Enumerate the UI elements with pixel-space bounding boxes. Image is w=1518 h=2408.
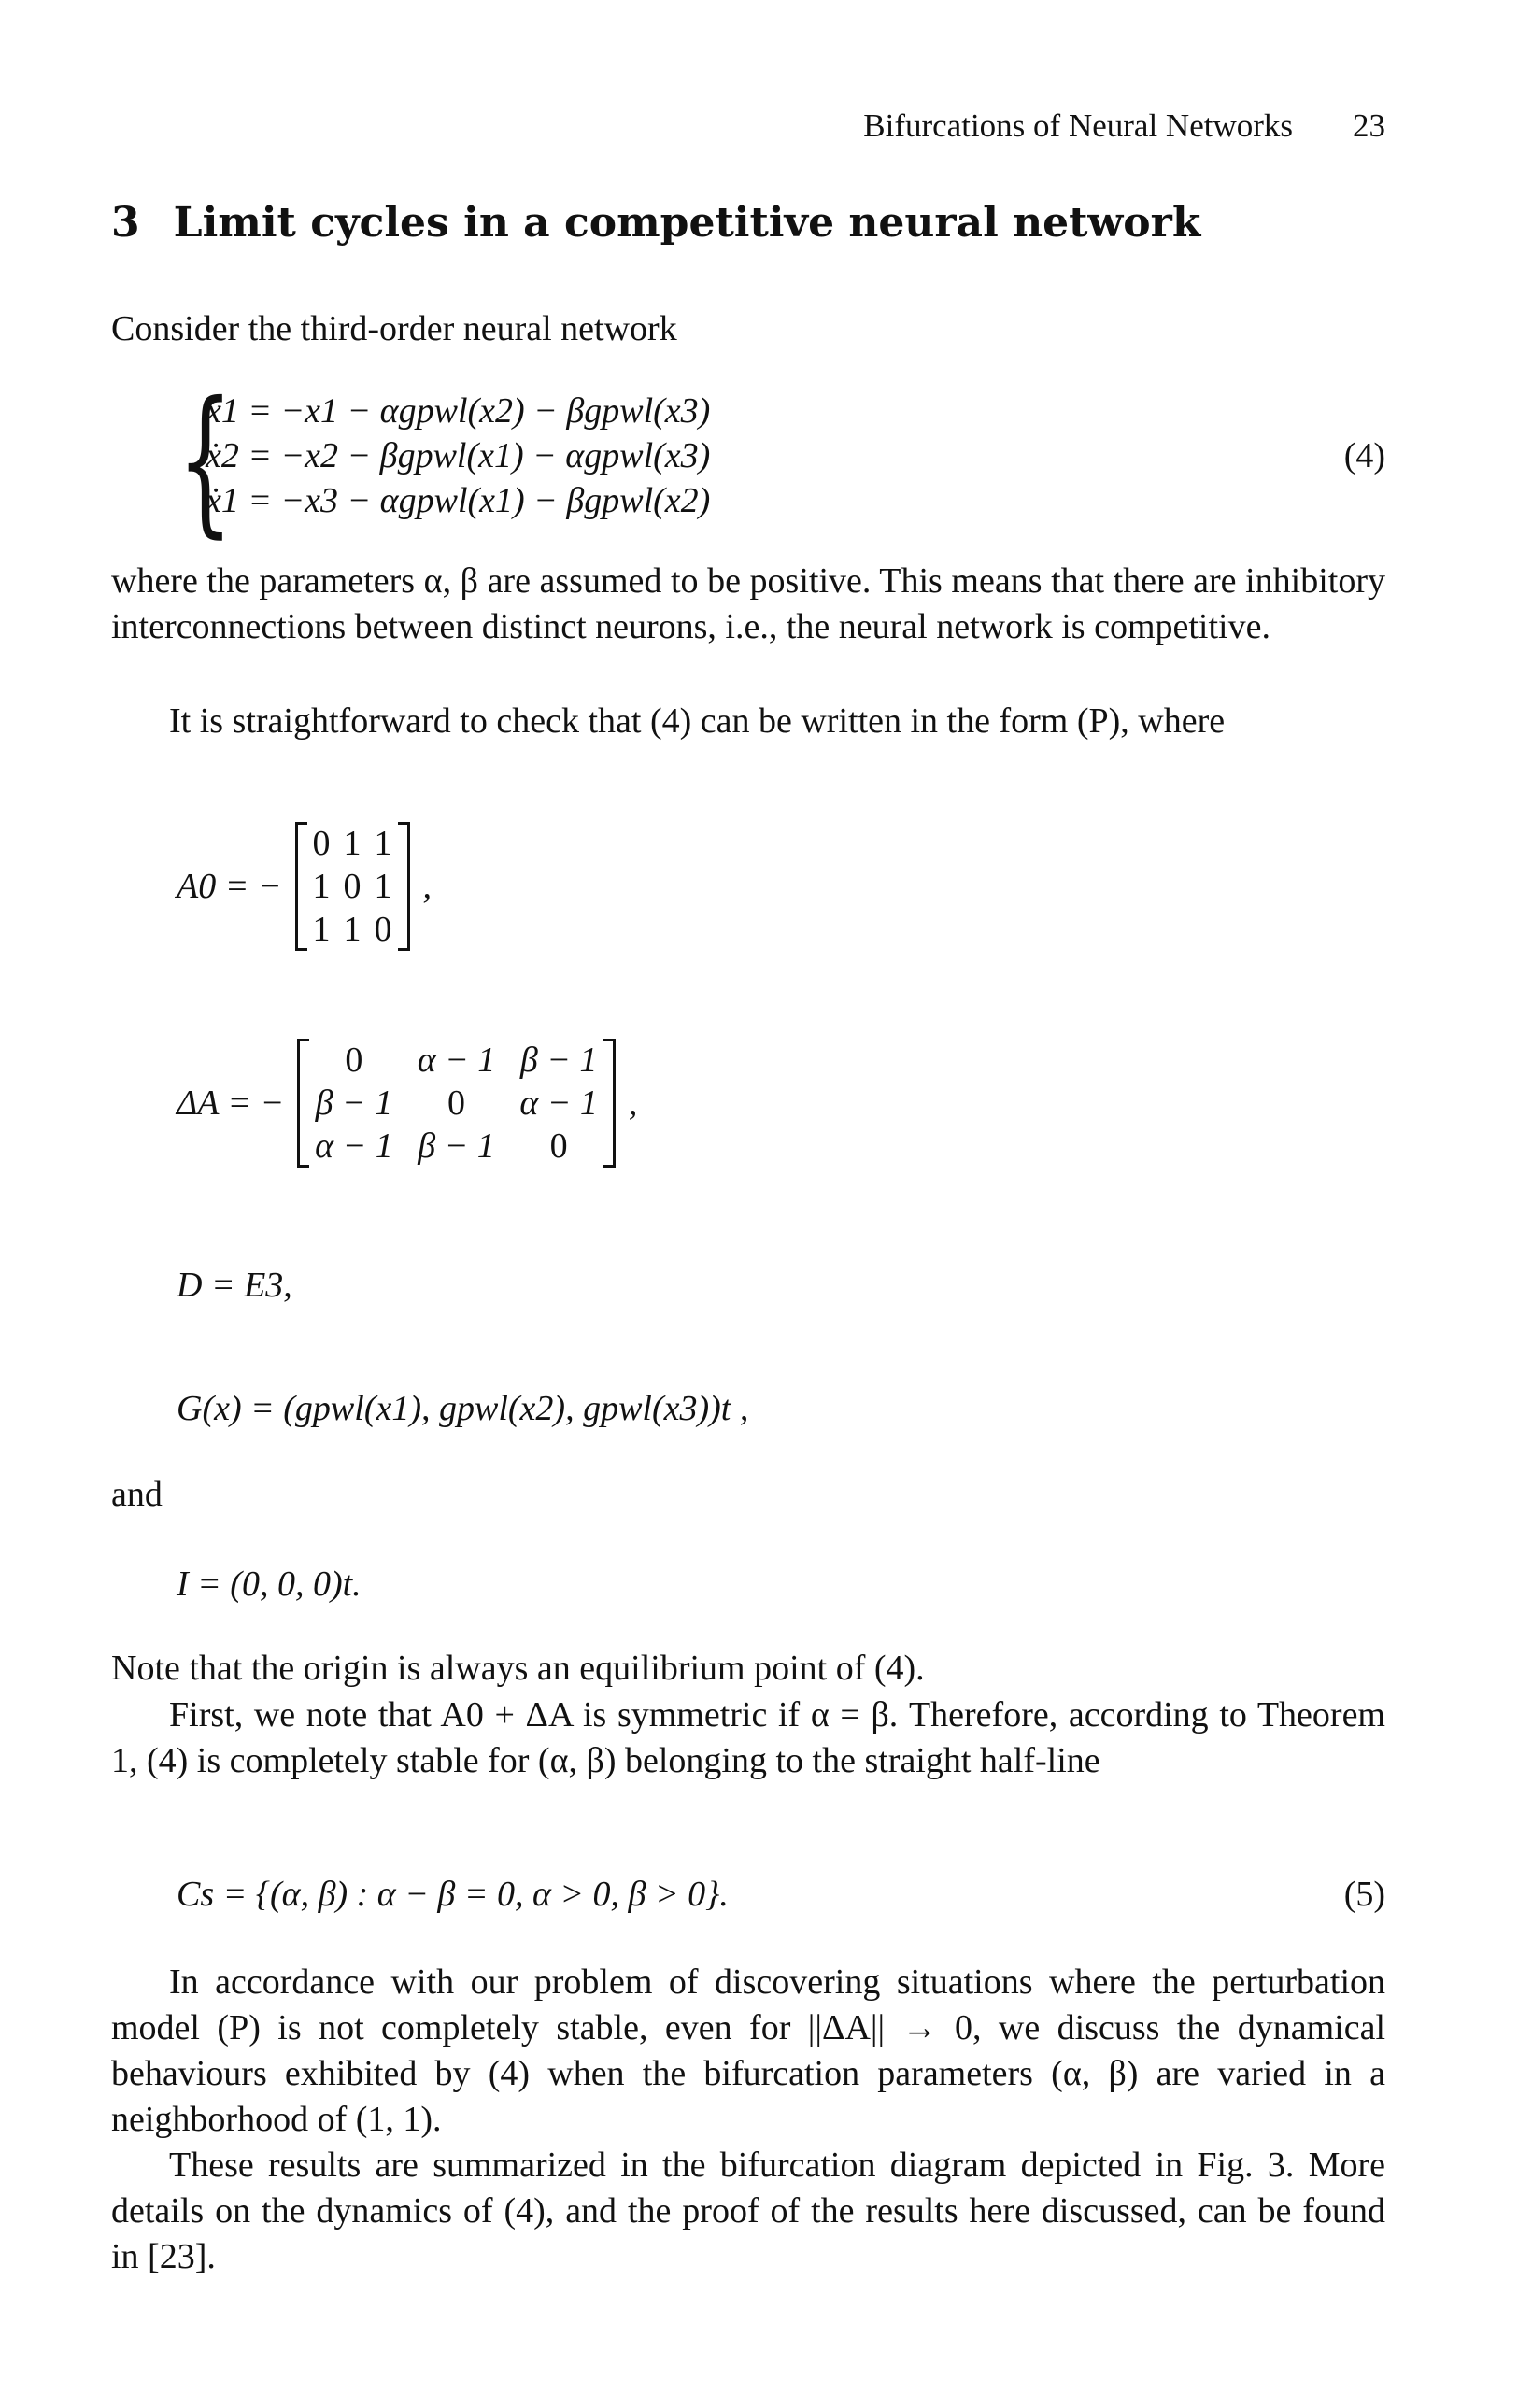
system-line-1: ẋ1 = −x1 − αgpwl(x2) − βgpwl(x3) [206, 391, 711, 431]
matrix-a0-lhs: A0 = − [177, 866, 282, 906]
matrix-a0-entry-3-2: 1 [343, 910, 362, 949]
right-bracket [603, 1039, 616, 1168]
d-equation: D = E3, [177, 1266, 292, 1305]
matrix-delta-a-entry-1-2: α − 1 [417, 1041, 496, 1080]
matrix-delta-a-entry-3-1: α − 1 [315, 1126, 393, 1166]
paragraph-origin: Note that the origin is always an equilibrium point of (4). [111, 1649, 925, 1688]
matrix-a0-entry-2-2: 0 [343, 867, 362, 906]
paragraph-form-p: It is straightforward to check that (4) can be written in the form (P), where [169, 701, 1226, 741]
right-bracket [398, 822, 410, 951]
matrix-delta-a-entry-3-2: β − 1 [418, 1126, 495, 1166]
paragraph-parameters: where the parameters α, β are assumed to be positive. This means that there are inhibitory interconnections between distinct neurons, i.e., the neural network is competitive. [111, 561, 1385, 646]
paragraph-summary: These results are summarized in the bifurcation diagram depicted in Fig. 3. More details on the dynamics of (4), and the proof of the results here discussed, can be found in [23]. [111, 2146, 1385, 2276]
matrix-a0-entry-2-1: 1 [312, 867, 331, 906]
matrix-delta-a-entries [309, 1039, 603, 1168]
matrix-delta-a-lhs: ΔA = − [177, 1083, 285, 1123]
matrix-delta-a-entry-3-3: 0 [549, 1126, 568, 1166]
system-brace: { [177, 368, 234, 553]
matrix-delta-a-entry-1-1: 0 [345, 1041, 363, 1080]
matrix-a0-entry-1-2: 1 [343, 824, 362, 863]
page-header [863, 103, 1385, 149]
matrix-delta-a-entry-2-2: 0 [447, 1084, 466, 1123]
system-line-3: ẋ1 = −x3 − αgpwl(x1) − βgpwl(x2) [206, 481, 711, 520]
matrix-delta-a-entry-2-1: β − 1 [315, 1084, 393, 1123]
left-bracket [295, 822, 307, 951]
g-equation: G(x) = (gpwl(x1), gpwl(x2), gpwl(x3))t , [177, 1389, 749, 1428]
matrix-a0-entry-3-3: 0 [374, 910, 392, 949]
left-bracket [297, 1039, 309, 1168]
matrix-a0-comma: , [422, 866, 432, 906]
section-title: Limit cycles in a competitive neural network [173, 199, 1201, 247]
matrix-delta-a [177, 1039, 637, 1168]
matrix-a0 [177, 822, 432, 951]
paragraph-perturbation: In accordance with our problem of discovering situations where the perturbation model (P) is not completely stable, even for ||ΔA|| → 0, we discuss the dynamical behaviours exhibited by (4) when the bifurcation parameters (α, β) are varied in a neighborhood of (1, 1). [111, 1962, 1385, 2139]
i-equation: I = (0, 0, 0)t. [177, 1565, 362, 1604]
matrix-a0-entry-1-3: 1 [374, 824, 392, 863]
matrix-a0-entry-3-1: 1 [312, 910, 331, 949]
matrix-delta-a-entry-2-3: α − 1 [519, 1084, 598, 1123]
intro-text: Consider the third-order neural network [111, 309, 677, 348]
system-line-2: ẋ2 = −x2 − βgpwl(x1) − αgpwl(x3) [206, 436, 711, 475]
section-number: 3 [111, 199, 140, 247]
equation-number-5: (5) [1343, 1875, 1385, 1914]
equation-5-body: Cs = {(α, β) : α − β = 0, α > 0, β > 0}. [177, 1875, 729, 1914]
and-word: and [111, 1475, 163, 1514]
matrix-a0-entries [307, 822, 398, 951]
matrix-a0-entry-1-1: 0 [312, 824, 331, 863]
page-number: 23 [1353, 107, 1385, 144]
paragraph-symmetric: First, we note that A0 + ΔA is symmetric if α = β. Therefore, according to Theorem 1, (4) is completely stable for (α, β) belonging to the straight half-line [111, 1695, 1385, 1780]
matrix-delta-a-entry-1-3: β − 1 [519, 1041, 598, 1080]
matrix-a0-entry-2-3: 1 [374, 867, 392, 906]
matrix-delta-a-comma: , [628, 1083, 638, 1123]
equation-number-4: (4) [1343, 436, 1385, 475]
running-title: Bifurcations of Neural Networks [863, 107, 1293, 144]
section-heading [111, 200, 1200, 246]
